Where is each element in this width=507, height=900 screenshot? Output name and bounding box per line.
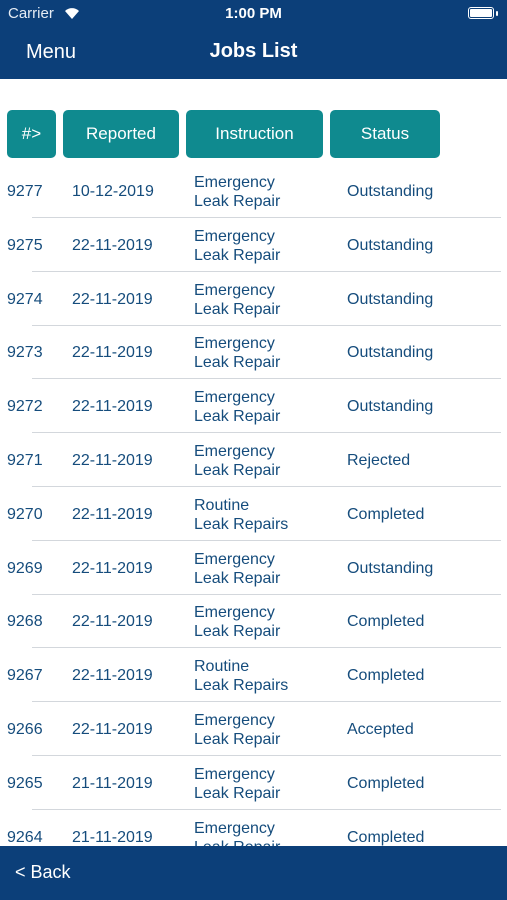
instruction-cell	[194, 657, 288, 695]
job-number: 9275	[7, 236, 43, 254]
instruction-line: Emergency	[194, 281, 275, 299]
instruction-line: Leak Repair	[194, 623, 281, 641]
column-header-status[interactable]: Status	[330, 110, 440, 158]
status-text: Accepted	[347, 721, 414, 738]
table-row[interactable]	[0, 218, 507, 272]
status-text: Rejected	[347, 452, 411, 469]
instruction-cell	[194, 334, 280, 372]
status-text: Outstanding	[347, 236, 434, 254]
table-row[interactable]	[0, 164, 507, 218]
instruction-line: Emergency	[194, 765, 275, 783]
instruction-cell	[194, 281, 280, 319]
instruction-line: Leak Repair	[194, 784, 281, 802]
status-text: Completed	[347, 828, 425, 846]
instruction-line: Leak Repairs	[194, 677, 289, 695]
status-text: Completed	[347, 667, 425, 685]
table-row[interactable]	[0, 648, 507, 702]
table-row[interactable]	[0, 433, 507, 487]
instruction-cell	[194, 442, 280, 480]
instruction-line: Emergency	[194, 389, 275, 407]
instruction-line: Emergency	[194, 335, 275, 353]
reported-date: 22-11-2019	[72, 398, 153, 416]
status-text: Outstanding	[347, 290, 434, 308]
instruction-line: Leak Repair	[194, 569, 281, 587]
instruction-line: Emergency	[194, 443, 275, 460]
table-row[interactable]	[0, 541, 507, 595]
job-number: 9268	[7, 613, 43, 631]
table-row[interactable]	[0, 325, 507, 379]
job-number: 9271	[7, 452, 43, 469]
table-row[interactable]	[0, 379, 507, 433]
status-text: Outstanding	[347, 398, 434, 416]
battery-icon	[468, 7, 494, 19]
jobs-list[interactable]	[0, 164, 507, 846]
job-number: 9277	[7, 183, 43, 200]
instruction-line: Emergency	[194, 819, 275, 837]
instruction-line: Leak Repair	[194, 246, 281, 264]
instruction-line: Leak Repair	[194, 731, 281, 748]
instruction-cell	[194, 173, 280, 211]
instruction-cell	[194, 711, 280, 749]
reported-date: 21-11-2019	[72, 828, 153, 846]
instruction-line: Emergency	[194, 227, 275, 245]
instruction-cell	[194, 496, 288, 534]
instruction-line: Routine	[194, 658, 250, 676]
status-text: Completed	[347, 774, 425, 792]
instruction-cell	[194, 388, 280, 426]
instruction-cell	[194, 550, 280, 588]
column-header-id[interactable]: #>	[7, 110, 56, 158]
reported-date: 22-11-2019	[72, 505, 153, 523]
instruction-line: Leak Repair	[194, 193, 281, 210]
reported-date: 22-11-2019	[72, 344, 153, 362]
back-button[interactable]: < Back	[15, 862, 71, 882]
status-bar	[0, 0, 507, 28]
bottom-toolbar	[0, 846, 507, 900]
job-number: 9270	[7, 505, 43, 523]
status-text: Outstanding	[347, 344, 434, 362]
clock: 1:00 PM	[225, 5, 282, 22]
reported-date: 22-11-2019	[72, 559, 153, 577]
reported-date: 22-11-2019	[72, 452, 153, 469]
reported-date: 22-11-2019	[72, 721, 153, 738]
table-row[interactable]	[0, 702, 507, 756]
table-row[interactable]	[0, 594, 507, 648]
job-number: 9273	[7, 344, 43, 362]
instruction-line: Emergency	[194, 712, 275, 729]
menu-button[interactable]: Menu	[26, 41, 77, 63]
job-number: 9264	[7, 828, 43, 846]
instruction-line: Emergency	[194, 604, 275, 622]
status-text: Completed	[347, 505, 425, 523]
table-row[interactable]	[0, 487, 507, 541]
reported-date: 21-11-2019	[72, 774, 153, 792]
carrier-label: Carrier	[8, 5, 54, 22]
table-row[interactable]	[0, 272, 507, 326]
job-number: 9266	[7, 721, 43, 738]
instruction-line: Leak Repair	[194, 462, 281, 479]
table-row[interactable]	[0, 756, 507, 810]
page-title: Jobs List	[209, 40, 298, 62]
navigation-bar	[0, 0, 507, 79]
job-number: 9265	[7, 774, 43, 792]
instruction-cell	[194, 227, 280, 265]
instruction-line: Routine	[194, 496, 250, 514]
instruction-line: Leak Repair	[194, 354, 281, 372]
instruction-line: Leak Repair	[194, 408, 281, 426]
battery-tip	[496, 11, 498, 16]
instruction-cell	[194, 765, 280, 803]
reported-date: 22-11-2019	[72, 667, 153, 685]
column-header-row	[0, 110, 507, 158]
job-number: 9272	[7, 398, 43, 416]
job-number: 9274	[7, 290, 43, 308]
instruction-line: Emergency	[194, 174, 275, 191]
column-header-instruction[interactable]: Instruction	[186, 110, 323, 158]
instruction-line: Leak Repair	[194, 300, 281, 318]
reported-date: 22-11-2019	[72, 613, 153, 631]
instruction-line: Leak Repairs	[194, 515, 289, 533]
reported-date: 22-11-2019	[72, 236, 153, 254]
reported-date: 10-12-2019	[72, 183, 154, 200]
status-text: Outstanding	[347, 559, 434, 577]
instruction-cell	[194, 603, 280, 641]
status-text: Outstanding	[347, 183, 434, 200]
column-header-reported[interactable]: Reported	[63, 110, 179, 158]
status-text: Completed	[347, 613, 425, 631]
reported-date: 22-11-2019	[72, 290, 153, 308]
instruction-line: Emergency	[194, 550, 275, 568]
job-number: 9269	[7, 559, 43, 577]
job-number: 9267	[7, 667, 43, 685]
